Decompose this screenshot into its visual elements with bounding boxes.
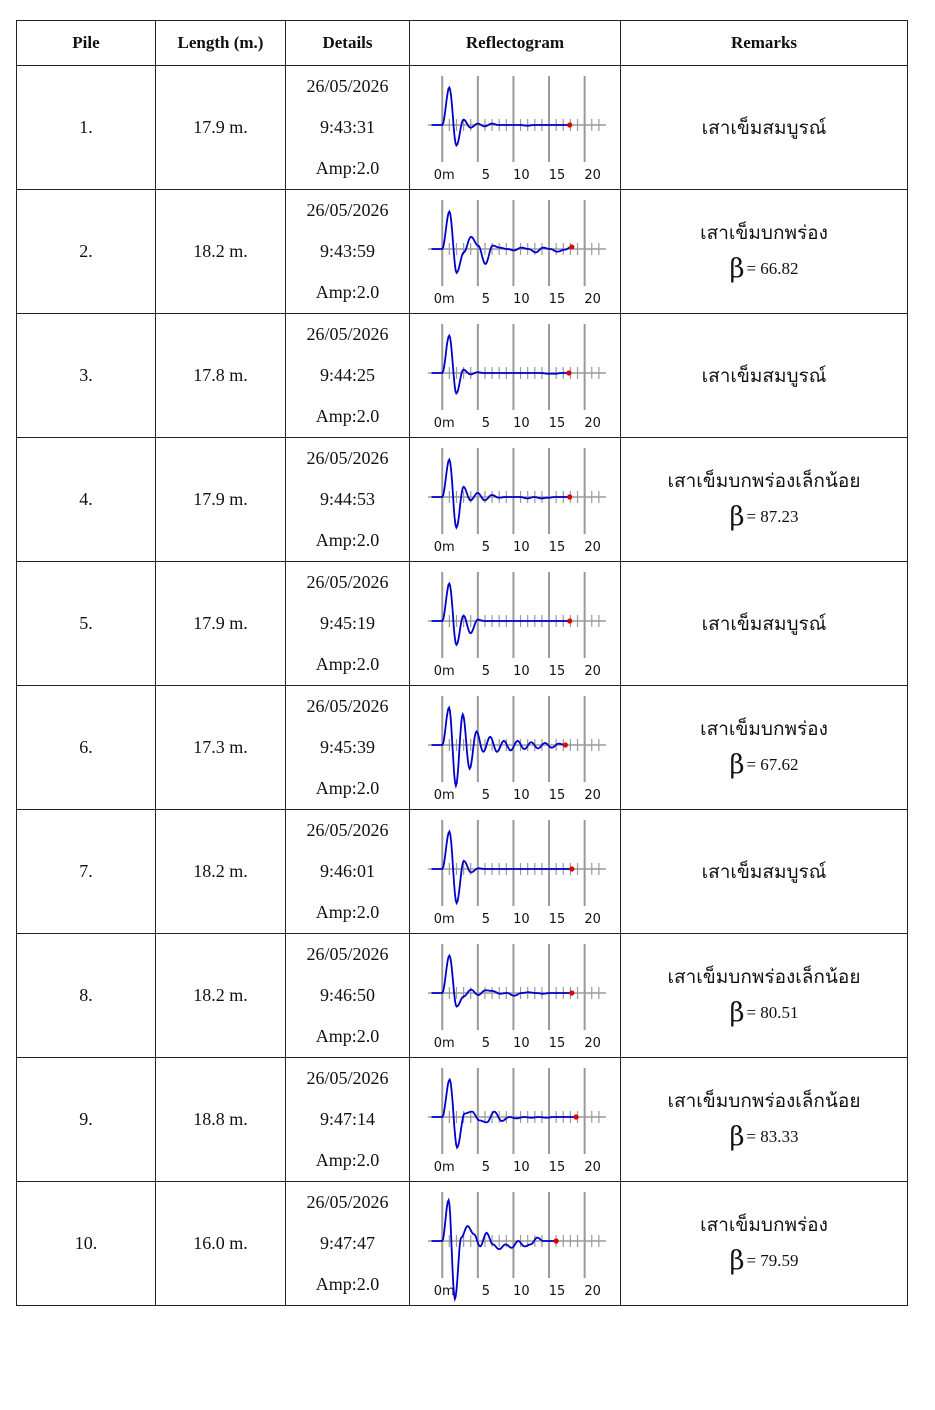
reflectogram-tick-label: 5: [481, 1283, 490, 1299]
toe-marker: [573, 1114, 578, 1119]
reflectogram-trace: [432, 211, 572, 272]
details-date: 26/05/2026: [306, 820, 389, 840]
details-amp: Amp:2.0: [315, 654, 380, 674]
reflectogram-cell: [410, 810, 621, 934]
header-length: Length (m.): [156, 21, 286, 66]
reflectogram-chart: [420, 70, 610, 186]
reflectogram-cell: [410, 314, 621, 438]
pile-test-table: [16, 20, 908, 1306]
details-date: 26/05/2026: [306, 76, 389, 96]
reflectogram-tick-label: 5: [481, 167, 490, 183]
reflectogram-chart: [420, 690, 610, 806]
remark-text: เสาเข็มบกพร่อง: [700, 221, 828, 244]
details-cell: [286, 810, 410, 934]
reflectogram-chart: [420, 1062, 610, 1178]
table-row: [17, 190, 908, 314]
table-row: [17, 314, 908, 438]
pile-number-cell: 4.: [17, 438, 156, 562]
details-time: 9:47:47: [319, 1233, 375, 1253]
header-reflectogram: Reflectogram: [410, 21, 621, 66]
details-time: 9:45:39: [319, 737, 375, 757]
reflectogram-trace: [432, 1079, 576, 1147]
details-time: 9:43:59: [319, 241, 375, 261]
reflectogram-chart: [420, 938, 610, 1054]
table-row: [17, 438, 908, 562]
remark-text: เสาเข็มบกพร่องเล็กน้อย: [667, 469, 861, 492]
pile-length-cell: 18.2 m.: [156, 810, 286, 934]
beta-value-line: [621, 998, 907, 1028]
remark-text: เสาเข็มบกพร่อง: [700, 1213, 828, 1236]
details-amp: Amp:2.0: [315, 1150, 380, 1170]
details-date: 26/05/2026: [306, 944, 389, 964]
details-date: 26/05/2026: [306, 448, 389, 468]
header-details: Details: [286, 21, 410, 66]
beta-value-line: [621, 750, 907, 780]
reflectogram-tick-label: 0m: [433, 911, 455, 927]
details-date: 26/05/2026: [306, 696, 389, 716]
reflectogram-cell: [410, 1058, 621, 1182]
pile-length-cell: 17.9 m.: [156, 66, 286, 190]
toe-marker: [569, 244, 574, 249]
reflectogram-tick-label: 15: [548, 1283, 566, 1299]
remarks-cell: [621, 66, 908, 190]
details-time: 9:44:53: [319, 489, 375, 509]
reflectogram-tick-label: 0m: [433, 663, 455, 679]
reflectogram-tick-label: 10: [513, 415, 530, 431]
reflectogram-tick-label: 15: [548, 1035, 566, 1051]
remark-text: เสาเข็มสมบูรณ์: [701, 612, 827, 635]
reflectogram-tick-label: 15: [548, 1159, 566, 1175]
reflectogram-tick-label: 15: [548, 787, 566, 803]
reflectogram-tick-label: 20: [584, 663, 601, 679]
pile-length-cell: 16.0 m.: [156, 1182, 286, 1306]
reflectogram-chart: [420, 442, 610, 558]
remarks-cell: [621, 810, 908, 934]
remarks-cell: [621, 190, 908, 314]
reflectogram-tick-label: 5: [481, 1035, 490, 1051]
beta-value-line: [621, 1122, 907, 1152]
reflectogram-tick-label: 15: [548, 663, 566, 679]
details-amp: Amp:2.0: [315, 778, 380, 798]
reflectogram-cell: [410, 934, 621, 1058]
table-row: [17, 934, 908, 1058]
pile-number-cell: 8.: [17, 934, 156, 1058]
pile-length-cell: 18.8 m.: [156, 1058, 286, 1182]
details-date: 26/05/2026: [306, 1068, 389, 1088]
reflectogram-tick-label: 10: [513, 911, 530, 927]
reflectogram-tick-label: 15: [548, 415, 566, 431]
table-row: [17, 1182, 908, 1306]
reflectogram-tick-label: 5: [481, 291, 490, 307]
toe-marker: [563, 742, 568, 747]
table-body: [17, 66, 908, 1306]
reflectogram-tick-label: 0m: [433, 1159, 455, 1175]
pile-number-cell: 6.: [17, 686, 156, 810]
pile-number-cell: 2.: [17, 190, 156, 314]
details-cell: [286, 686, 410, 810]
reflectogram-cell: [410, 190, 621, 314]
reflectogram-tick-label: 20: [584, 787, 601, 803]
pile-number-cell: 1.: [17, 66, 156, 190]
reflectogram-chart: [420, 318, 610, 434]
pile-length-cell: 18.2 m.: [156, 934, 286, 1058]
details-amp: Amp:2.0: [315, 406, 380, 426]
reflectogram-tick-label: 0m: [433, 1283, 455, 1299]
reflectogram-cell: [410, 438, 621, 562]
details-time: 9:45:19: [319, 613, 375, 633]
reflectogram-tick-label: 10: [513, 291, 530, 307]
remarks-cell: [621, 314, 908, 438]
remarks-cell: [621, 562, 908, 686]
details-time: 9:46:50: [319, 985, 375, 1005]
beta-value-line: [621, 254, 907, 284]
remarks-cell: [621, 686, 908, 810]
reflectogram-chart: [420, 814, 610, 930]
details-date: 26/05/2026: [306, 1192, 389, 1212]
reflectogram-tick-label: 5: [481, 1159, 490, 1175]
reflectogram-tick-label: 20: [584, 415, 601, 431]
reflectogram-tick-label: 5: [481, 415, 490, 431]
details-time: 9:46:01: [319, 861, 375, 881]
reflectogram-tick-label: 15: [548, 539, 566, 555]
reflectogram-tick-label: 15: [548, 291, 566, 307]
reflectogram-trace: [432, 707, 566, 785]
reflectogram-tick-label: 10: [513, 539, 530, 555]
reflectogram-tick-label: 10: [513, 663, 530, 679]
toe-marker: [569, 990, 574, 995]
beta-symbol: β: [729, 253, 745, 284]
header-pile: Pile: [17, 21, 156, 66]
reflectogram-chart: [420, 194, 610, 310]
reflectogram-tick-label: 20: [584, 1159, 601, 1175]
pile-number-cell: 10.: [17, 1182, 156, 1306]
details-cell: [286, 190, 410, 314]
beta-symbol: β: [729, 1245, 745, 1276]
beta-value-line: [621, 502, 907, 532]
reflectogram-tick-label: 0m: [433, 291, 455, 307]
remark-text: เสาเข็มบกพร่อง: [700, 717, 828, 740]
reflectogram-tick-label: 0m: [433, 539, 455, 555]
remarks-cell: [621, 438, 908, 562]
toe-marker: [566, 370, 571, 375]
beta-symbol: β: [729, 749, 745, 780]
reflectogram-tick-label: 20: [584, 291, 601, 307]
remarks-cell: [621, 1182, 908, 1306]
reflectogram-cell: [410, 686, 621, 810]
reflectogram-tick-label: 10: [513, 1283, 530, 1299]
reflectogram-chart: [420, 566, 610, 682]
details-cell: [286, 314, 410, 438]
remark-text: เสาเข็มสมบูรณ์: [701, 364, 827, 387]
details-amp: Amp:2.0: [315, 902, 380, 922]
details-cell: [286, 438, 410, 562]
table-row: [17, 686, 908, 810]
reflectogram-tick-label: 10: [513, 167, 530, 183]
pile-length-cell: 17.9 m.: [156, 438, 286, 562]
reflectogram-cell: [410, 562, 621, 686]
remark-text: เสาเข็มบกพร่องเล็กน้อย: [667, 1089, 861, 1112]
reflectogram-tick-label: 20: [584, 167, 601, 183]
reflectogram-chart: [420, 1186, 610, 1302]
reflectogram-tick-label: 5: [481, 911, 490, 927]
toe-marker: [554, 1238, 559, 1243]
table-row: [17, 66, 908, 190]
details-cell: [286, 1182, 410, 1306]
remarks-cell: [621, 934, 908, 1058]
details-time: 9:47:14: [319, 1109, 375, 1129]
reflectogram-tick-label: 20: [584, 911, 601, 927]
details-time: 9:44:25: [319, 365, 375, 385]
reflectogram-tick-label: 0m: [433, 1035, 455, 1051]
reflectogram-tick-label: 5: [481, 539, 490, 555]
pile-number-cell: 5.: [17, 562, 156, 686]
reflectogram-tick-label: 15: [548, 911, 566, 927]
beta-value: = 87.23: [746, 506, 799, 526]
reflectogram-trace: [432, 955, 572, 1006]
details-cell: [286, 1058, 410, 1182]
beta-value: = 83.33: [746, 1126, 799, 1146]
pile-number-cell: 9.: [17, 1058, 156, 1182]
table-header-row: [17, 21, 908, 66]
reflectogram-tick-label: 20: [584, 1035, 601, 1051]
toe-marker: [567, 618, 572, 623]
beta-value: = 66.82: [746, 258, 799, 278]
details-cell: [286, 934, 410, 1058]
details-amp: Amp:2.0: [315, 530, 380, 550]
reflectogram-tick-label: 20: [584, 539, 601, 555]
details-cell: [286, 562, 410, 686]
pile-length-cell: 17.9 m.: [156, 562, 286, 686]
beta-value-line: [621, 1246, 907, 1276]
remarks-cell: [621, 1058, 908, 1182]
reflectogram-tick-label: 15: [548, 167, 566, 183]
table-row: [17, 562, 908, 686]
beta-value: = 79.59: [746, 1250, 799, 1270]
beta-value: = 80.51: [746, 1002, 799, 1022]
pile-number-cell: 3.: [17, 314, 156, 438]
remark-text: เสาเข็มบกพร่องเล็กน้อย: [667, 965, 861, 988]
reflectogram-tick-label: 0m: [433, 787, 455, 803]
reflectogram-tick-label: 20: [584, 1283, 601, 1299]
details-time: 9:43:31: [319, 117, 375, 137]
pile-length-cell: 17.3 m.: [156, 686, 286, 810]
details-date: 26/05/2026: [306, 324, 389, 344]
reflectogram-tick-label: 10: [513, 787, 530, 803]
beta-value: = 67.62: [746, 754, 799, 774]
remark-text: เสาเข็มสมบูรณ์: [701, 860, 827, 883]
pile-length-cell: 17.8 m.: [156, 314, 286, 438]
toe-marker: [567, 494, 572, 499]
reflectogram-tick-label: 5: [481, 787, 490, 803]
reflectogram-tick-label: 10: [513, 1035, 530, 1051]
beta-symbol: β: [729, 1121, 745, 1152]
details-amp: Amp:2.0: [315, 1274, 380, 1294]
pile-length-cell: 18.2 m.: [156, 190, 286, 314]
toe-marker: [567, 122, 572, 127]
details-date: 26/05/2026: [306, 200, 389, 220]
reflectogram-trace: [432, 831, 572, 902]
beta-symbol: β: [729, 501, 745, 532]
details-amp: Amp:2.0: [315, 1026, 380, 1046]
header-remarks: Remarks: [621, 21, 908, 66]
details-date: 26/05/2026: [306, 572, 389, 592]
reflectogram-tick-label: 0m: [433, 167, 455, 183]
toe-marker: [569, 866, 574, 871]
reflectogram-tick-label: 10: [513, 1159, 530, 1175]
reflectogram-tick-label: 5: [481, 663, 490, 679]
details-amp: Amp:2.0: [315, 158, 380, 178]
table-row: [17, 1058, 908, 1182]
reflectogram-cell: [410, 66, 621, 190]
reflectogram-tick-label: 0m: [433, 415, 455, 431]
table-row: [17, 810, 908, 934]
beta-symbol: β: [729, 997, 745, 1028]
remark-text: เสาเข็มสมบูรณ์: [701, 116, 827, 139]
reflectogram-cell: [410, 1182, 621, 1306]
details-amp: Amp:2.0: [315, 282, 380, 302]
details-cell: [286, 66, 410, 190]
pile-number-cell: 7.: [17, 810, 156, 934]
